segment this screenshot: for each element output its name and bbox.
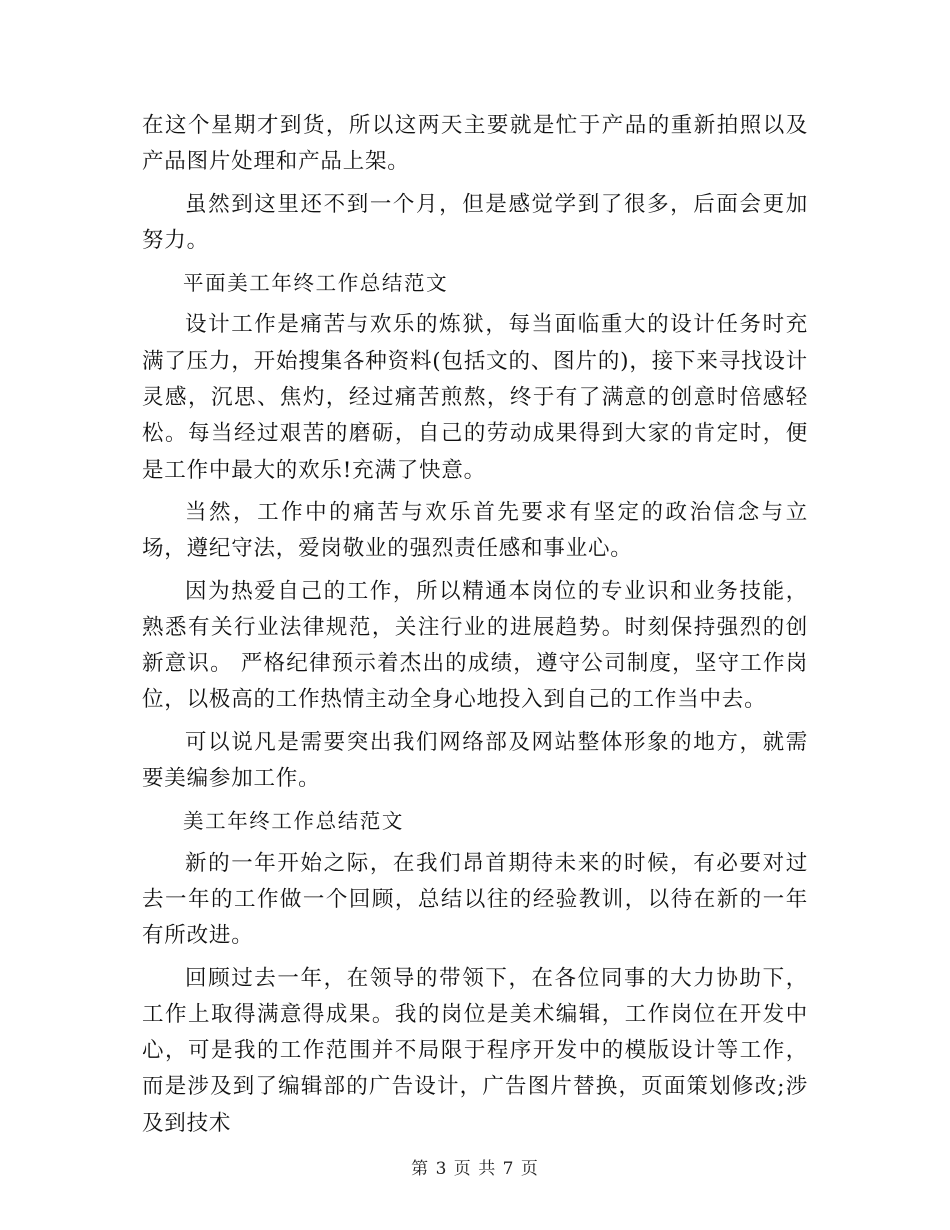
page-number-footer: 第 3 页 共 7 页 — [411, 1159, 539, 1179]
paragraph-continued: 在这个星期才到货，所以这两天主要就是忙于产品的重新拍照以及产品图片处理和产品上架。 — [142, 113, 808, 175]
document-body — [142, 108, 808, 1148]
paragraph: 当然，工作中的痛苦与欢乐首先要求有坚定的政治信念与立场，遵纪守法，爱岗敬业的强烈责任感和事业心。 — [142, 499, 808, 562]
paragraph: 设计工作是痛苦与欢乐的炼狱，每当面临重大的设计任务时充满了压力，开始搜集各种资料(包括文的、图片的)，接下来寻找设计灵感，沉思、焦灼，经过痛苦煎熬，终于有了满意的创意时倍感轻松。每当经过艰苦的磨砺，自己的劳动成果得到大家的肯定时，便是工作中最大的欢乐!充满了快意。 — [142, 312, 808, 483]
paragraph: 回顾过去一年，在领导的带领下，在各位同事的大力协助下，工作上取得满意得成果。我的岗位是美术编辑，工作岗位在开发中心，可是我的工作范围并不局限于程序开发中的模版设计等工作，而是涉及到了编辑部的广告设计，广告图片替换，页面策划修改;涉及到技术 — [142, 965, 808, 1136]
paragraph: 新的一年开始之际，在我们昂首期待未来的时候，有必要对过去一年的工作做一个回顾，总结以往的经验教训，以待在新的一年有所改进。 — [142, 850, 808, 949]
paragraph: 因为热爱自己的工作，所以精通本岗位的专业识和业务技能，熟悉有关行业法律规范，关注行业的进展趋势。时刻保持强烈的创新意识。 严格纪律预示着杰出的成绩，遵守公司制度，坚守工作岗位，以极高的工作热情主动全身心地投入到自己的工作当中去。 — [142, 578, 808, 713]
paragraph: 可以说凡是需要突出我们网络部及网站整体形象的地方，就需要美编参加工作。 — [142, 729, 808, 792]
paragraph: 虽然到这里还不到一个月，但是感觉学到了很多，后面会更加努力。 — [142, 191, 808, 253]
section-heading: 美工年终工作总结范文 — [183, 809, 404, 834]
section-heading: 平面美工年终工作总结范文 — [183, 271, 449, 296]
